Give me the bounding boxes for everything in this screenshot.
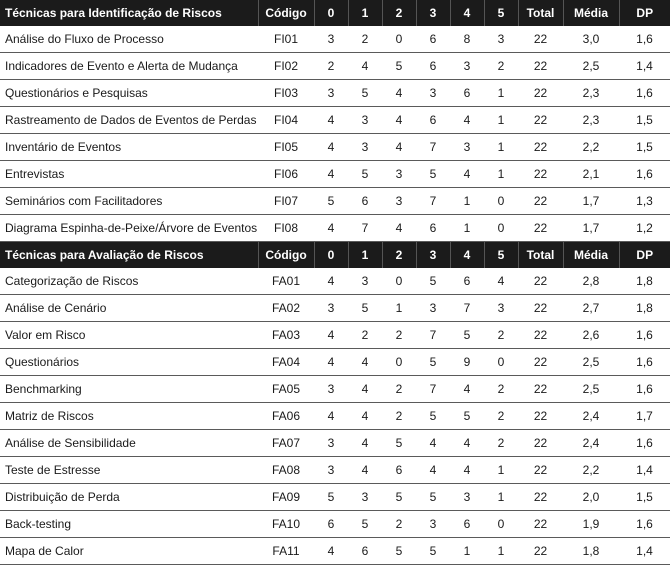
code-cell: FI03	[258, 80, 314, 107]
count-3-cell: 6	[416, 53, 450, 80]
count-1-cell: 7	[348, 215, 382, 242]
total-cell: 22	[518, 484, 563, 511]
score-1-header: 1	[348, 0, 382, 26]
count-4-cell: 4	[450, 457, 484, 484]
count-5-cell: 1	[484, 107, 518, 134]
std-dev-cell: 1,6	[619, 161, 670, 188]
code-cell: FA09	[258, 484, 314, 511]
count-1-cell: 3	[348, 134, 382, 161]
table-row	[0, 215, 670, 242]
count-5-cell: 1	[484, 457, 518, 484]
count-0-cell: 3	[314, 295, 348, 322]
count-0-cell: 6	[314, 511, 348, 538]
code-cell: FA02	[258, 295, 314, 322]
count-3-cell: 4	[416, 457, 450, 484]
count-4-cell: 6	[450, 511, 484, 538]
count-3-cell: 7	[416, 188, 450, 215]
count-4-cell: 7	[450, 295, 484, 322]
std-dev-cell: 1,6	[619, 511, 670, 538]
count-4-cell: 3	[450, 53, 484, 80]
section-title: Técnicas para Identificação de Riscos	[0, 0, 258, 26]
code-cell: FI02	[258, 53, 314, 80]
std-dev-cell: 1,6	[619, 349, 670, 376]
count-1-cell: 5	[348, 295, 382, 322]
total-cell: 22	[518, 268, 563, 295]
count-4-cell: 3	[450, 484, 484, 511]
score-3-header: 3	[416, 0, 450, 26]
total-cell: 22	[518, 80, 563, 107]
mean-cell: 2,0	[563, 484, 619, 511]
total-cell: 22	[518, 457, 563, 484]
count-1-cell: 2	[348, 322, 382, 349]
code-cell: FI06	[258, 161, 314, 188]
technique-name-cell: Categorização de Riscos	[0, 268, 258, 295]
score-0-header: 0	[314, 242, 348, 269]
count-2-cell: 0	[382, 268, 416, 295]
table-row	[0, 295, 670, 322]
count-0-cell: 3	[314, 376, 348, 403]
count-5-cell: 2	[484, 376, 518, 403]
table-row	[0, 188, 670, 215]
table-row	[0, 457, 670, 484]
score-5-header: 5	[484, 242, 518, 269]
mean-cell: 1,9	[563, 511, 619, 538]
mean-cell: 2,2	[563, 134, 619, 161]
count-4-cell: 5	[450, 322, 484, 349]
std-dev-header: DP	[619, 0, 670, 26]
count-1-cell: 3	[348, 107, 382, 134]
mean-cell: 1,8	[563, 538, 619, 565]
count-3-cell: 5	[416, 403, 450, 430]
table-row	[0, 80, 670, 107]
code-cell: FA11	[258, 538, 314, 565]
code-cell: FA05	[258, 376, 314, 403]
std-dev-cell: 1,2	[619, 215, 670, 242]
count-0-cell: 4	[314, 403, 348, 430]
std-dev-cell: 1,7	[619, 403, 670, 430]
count-5-cell: 2	[484, 403, 518, 430]
technique-name-cell: Teste de Estresse	[0, 457, 258, 484]
count-3-cell: 5	[416, 349, 450, 376]
total-cell: 22	[518, 430, 563, 457]
table-row	[0, 484, 670, 511]
count-1-cell: 3	[348, 484, 382, 511]
count-2-cell: 0	[382, 349, 416, 376]
score-1-header: 1	[348, 242, 382, 269]
count-1-cell: 4	[348, 403, 382, 430]
total-cell: 22	[518, 161, 563, 188]
total-header: Total	[518, 0, 563, 26]
score-4-header: 4	[450, 242, 484, 269]
std-dev-cell: 1,5	[619, 484, 670, 511]
count-3-cell: 7	[416, 134, 450, 161]
std-dev-cell: 1,6	[619, 376, 670, 403]
count-1-cell: 4	[348, 376, 382, 403]
total-cell: 22	[518, 322, 563, 349]
technique-name-cell: Mapa de Calor	[0, 538, 258, 565]
std-dev-cell: 1,6	[619, 322, 670, 349]
count-3-cell: 5	[416, 161, 450, 188]
table-row	[0, 134, 670, 161]
mean-cell: 2,3	[563, 80, 619, 107]
total-cell: 22	[518, 295, 563, 322]
technique-name-cell: Questionários	[0, 349, 258, 376]
count-2-cell: 2	[382, 376, 416, 403]
count-5-cell: 3	[484, 26, 518, 53]
count-5-cell: 1	[484, 80, 518, 107]
count-3-cell: 3	[416, 80, 450, 107]
technique-name-cell: Matriz de Riscos	[0, 403, 258, 430]
count-0-cell: 4	[314, 215, 348, 242]
count-3-cell: 5	[416, 268, 450, 295]
count-4-cell: 4	[450, 161, 484, 188]
count-2-cell: 4	[382, 80, 416, 107]
count-0-cell: 4	[314, 538, 348, 565]
score-2-header: 2	[382, 0, 416, 26]
mean-header: Média	[563, 0, 619, 26]
std-dev-cell: 1,3	[619, 188, 670, 215]
count-0-cell: 4	[314, 268, 348, 295]
count-4-cell: 4	[450, 376, 484, 403]
count-4-cell: 3	[450, 134, 484, 161]
count-5-cell: 0	[484, 511, 518, 538]
mean-cell: 2,5	[563, 376, 619, 403]
total-header: Total	[518, 242, 563, 269]
mean-cell: 2,5	[563, 349, 619, 376]
count-1-cell: 2	[348, 26, 382, 53]
code-header: Código	[258, 0, 314, 26]
mean-cell: 2,5	[563, 53, 619, 80]
count-5-cell: 1	[484, 538, 518, 565]
count-3-cell: 6	[416, 215, 450, 242]
count-0-cell: 5	[314, 188, 348, 215]
technique-name-cell: Análise de Cenário	[0, 295, 258, 322]
count-3-cell: 7	[416, 322, 450, 349]
count-5-cell: 0	[484, 215, 518, 242]
code-cell: FA07	[258, 430, 314, 457]
mean-cell: 1,7	[563, 188, 619, 215]
count-0-cell: 3	[314, 26, 348, 53]
std-dev-cell: 1,4	[619, 53, 670, 80]
code-cell: FA10	[258, 511, 314, 538]
table-row	[0, 107, 670, 134]
technique-name-cell: Indicadores de Evento e Alerta de Mudança	[0, 53, 258, 80]
count-1-cell: 5	[348, 161, 382, 188]
count-2-cell: 0	[382, 26, 416, 53]
section-header-row	[0, 242, 670, 269]
std-dev-cell: 1,8	[619, 295, 670, 322]
count-4-cell: 9	[450, 349, 484, 376]
count-1-cell: 5	[348, 511, 382, 538]
total-cell: 22	[518, 511, 563, 538]
technique-name-cell: Valor em Risco	[0, 322, 258, 349]
count-2-cell: 4	[382, 215, 416, 242]
technique-name-cell: Inventário de Eventos	[0, 134, 258, 161]
count-5-cell: 2	[484, 430, 518, 457]
table-row	[0, 376, 670, 403]
total-cell: 22	[518, 188, 563, 215]
technique-name-cell: Benchmarking	[0, 376, 258, 403]
count-3-cell: 3	[416, 511, 450, 538]
mean-cell: 2,8	[563, 268, 619, 295]
count-2-cell: 5	[382, 53, 416, 80]
count-5-cell: 1	[484, 484, 518, 511]
count-2-cell: 5	[382, 484, 416, 511]
count-0-cell: 4	[314, 322, 348, 349]
count-3-cell: 4	[416, 430, 450, 457]
total-cell: 22	[518, 26, 563, 53]
count-4-cell: 1	[450, 215, 484, 242]
count-5-cell: 0	[484, 349, 518, 376]
count-5-cell: 1	[484, 134, 518, 161]
table-row	[0, 161, 670, 188]
count-0-cell: 5	[314, 484, 348, 511]
count-5-cell: 4	[484, 268, 518, 295]
std-dev-cell: 1,6	[619, 80, 670, 107]
count-2-cell: 2	[382, 511, 416, 538]
count-1-cell: 6	[348, 188, 382, 215]
count-2-cell: 4	[382, 107, 416, 134]
total-cell: 22	[518, 134, 563, 161]
score-5-header: 5	[484, 0, 518, 26]
code-cell: FA06	[258, 403, 314, 430]
count-4-cell: 5	[450, 403, 484, 430]
score-3-header: 3	[416, 242, 450, 269]
count-1-cell: 4	[348, 53, 382, 80]
mean-cell: 2,3	[563, 107, 619, 134]
table-row	[0, 538, 670, 565]
code-cell: FA01	[258, 268, 314, 295]
table-row	[0, 26, 670, 53]
total-cell: 22	[518, 376, 563, 403]
count-0-cell: 3	[314, 457, 348, 484]
code-cell: FI01	[258, 26, 314, 53]
technique-name-cell: Rastreamento de Dados de Eventos de Perdas	[0, 107, 258, 134]
count-4-cell: 1	[450, 188, 484, 215]
count-4-cell: 4	[450, 430, 484, 457]
count-3-cell: 6	[416, 107, 450, 134]
count-0-cell: 2	[314, 53, 348, 80]
technique-name-cell: Entrevistas	[0, 161, 258, 188]
technique-name-cell: Diagrama Espinha-de-Peixe/Árvore de Eventos	[0, 215, 258, 242]
mean-cell: 2,1	[563, 161, 619, 188]
mean-cell: 1,7	[563, 215, 619, 242]
code-cell: FA03	[258, 322, 314, 349]
count-2-cell: 2	[382, 403, 416, 430]
code-cell: FI04	[258, 107, 314, 134]
section-title: Técnicas para Avaliação de Riscos	[0, 242, 258, 269]
count-4-cell: 6	[450, 80, 484, 107]
mean-cell: 2,2	[563, 457, 619, 484]
std-dev-cell: 1,4	[619, 457, 670, 484]
std-dev-cell: 1,6	[619, 26, 670, 53]
count-3-cell: 5	[416, 538, 450, 565]
technique-name-cell: Distribuição de Perda	[0, 484, 258, 511]
technique-name-cell: Análise de Sensibilidade	[0, 430, 258, 457]
count-2-cell: 3	[382, 161, 416, 188]
count-2-cell: 5	[382, 538, 416, 565]
count-2-cell: 6	[382, 457, 416, 484]
technique-name-cell: Seminários com Facilitadores	[0, 188, 258, 215]
total-cell: 22	[518, 538, 563, 565]
code-header: Código	[258, 242, 314, 269]
count-5-cell: 2	[484, 322, 518, 349]
mean-cell: 2,4	[563, 430, 619, 457]
table-row	[0, 322, 670, 349]
total-cell: 22	[518, 215, 563, 242]
score-2-header: 2	[382, 242, 416, 269]
count-4-cell: 1	[450, 538, 484, 565]
count-3-cell: 5	[416, 484, 450, 511]
count-5-cell: 0	[484, 188, 518, 215]
mean-header: Média	[563, 242, 619, 269]
count-1-cell: 4	[348, 457, 382, 484]
count-1-cell: 5	[348, 80, 382, 107]
count-0-cell: 4	[314, 107, 348, 134]
count-1-cell: 3	[348, 268, 382, 295]
score-0-header: 0	[314, 0, 348, 26]
std-dev-cell: 1,5	[619, 107, 670, 134]
count-3-cell: 3	[416, 295, 450, 322]
count-2-cell: 2	[382, 322, 416, 349]
std-dev-cell: 1,6	[619, 430, 670, 457]
count-4-cell: 8	[450, 26, 484, 53]
count-0-cell: 4	[314, 349, 348, 376]
table-row	[0, 430, 670, 457]
count-2-cell: 4	[382, 134, 416, 161]
table-row	[0, 349, 670, 376]
code-cell: FI08	[258, 215, 314, 242]
mean-cell: 2,4	[563, 403, 619, 430]
count-0-cell: 3	[314, 430, 348, 457]
std-dev-cell: 1,4	[619, 538, 670, 565]
count-5-cell: 2	[484, 53, 518, 80]
section-header-row	[0, 0, 670, 26]
total-cell: 22	[518, 403, 563, 430]
count-0-cell: 3	[314, 80, 348, 107]
score-4-header: 4	[450, 0, 484, 26]
total-cell: 22	[518, 53, 563, 80]
count-4-cell: 4	[450, 107, 484, 134]
count-0-cell: 4	[314, 134, 348, 161]
code-cell: FI05	[258, 134, 314, 161]
std-dev-cell: 1,8	[619, 268, 670, 295]
count-1-cell: 4	[348, 349, 382, 376]
count-4-cell: 6	[450, 268, 484, 295]
std-dev-cell: 1,5	[619, 134, 670, 161]
technique-name-cell: Questionários e Pesquisas	[0, 80, 258, 107]
count-3-cell: 7	[416, 376, 450, 403]
mean-cell: 2,7	[563, 295, 619, 322]
technique-name-cell: Análise do Fluxo de Processo	[0, 26, 258, 53]
table-row	[0, 53, 670, 80]
code-cell: FA08	[258, 457, 314, 484]
table-row	[0, 268, 670, 295]
mean-cell: 2,6	[563, 322, 619, 349]
count-1-cell: 4	[348, 430, 382, 457]
count-2-cell: 5	[382, 430, 416, 457]
count-5-cell: 3	[484, 295, 518, 322]
technique-name-cell: Back-testing	[0, 511, 258, 538]
count-2-cell: 1	[382, 295, 416, 322]
code-cell: FI07	[258, 188, 314, 215]
mean-cell: 3,0	[563, 26, 619, 53]
count-1-cell: 6	[348, 538, 382, 565]
code-cell: FA04	[258, 349, 314, 376]
count-0-cell: 4	[314, 161, 348, 188]
total-cell: 22	[518, 349, 563, 376]
count-2-cell: 3	[382, 188, 416, 215]
std-dev-header: DP	[619, 242, 670, 269]
table-row	[0, 403, 670, 430]
count-5-cell: 1	[484, 161, 518, 188]
table-row	[0, 511, 670, 538]
count-3-cell: 6	[416, 26, 450, 53]
total-cell: 22	[518, 107, 563, 134]
